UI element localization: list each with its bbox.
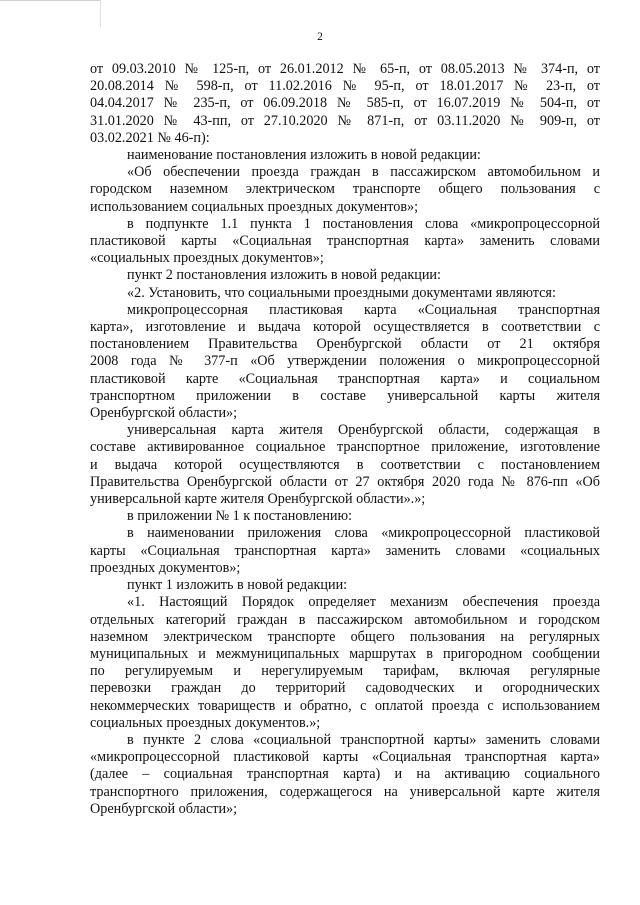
text-line: микропроцессорная пластиковая карта «Социальная транспортная	[127, 301, 600, 318]
text-line: некоммерческих товариществ и обратно, с оплатой проезда с использованием	[90, 697, 600, 714]
text-line: транспортном приложении в составе универсальной карты жителя	[90, 387, 600, 404]
text-line: составе активированное социальное транспортное приложение, изготовление	[90, 439, 600, 456]
text-line: в пункте 2 слова «социальной транспортной карты» заменить словами	[127, 731, 600, 748]
text-line: пункт 2 постановления изложить в новой редакции:	[127, 267, 441, 284]
text-line: 03.02.2021 № 46-п):	[90, 129, 210, 146]
text-line: карта», изготовление и выдача которой осуществляется в соответствии с	[90, 319, 600, 336]
text-line: перевозки граждан до территорий садоводческих и огороднических	[90, 680, 600, 697]
text-line: проездных документов»;	[90, 559, 241, 576]
text-line: социальных проездных документов.»;	[90, 714, 321, 731]
text-line: 04.04.2017 № 235-п, от 06.09.2018 № 585-п, от 16.07.2019 № 504-п, от	[90, 95, 600, 112]
text-line: пластиковой карты «Социальная транспортная карта» заменить словами	[90, 233, 600, 250]
text-line: 2008 года № 377-п «Об утверждении положения о микропроцессорной	[90, 353, 600, 370]
text-line: отдельных категорий граждан в пассажирском автомобильном и городском	[90, 611, 600, 628]
text-line: пластиковой карте «Социальная транспортная карта» и социальном	[90, 370, 600, 387]
text-line: от 09.03.2010 № 125-п, от 26.01.2012 № 65-п, от 08.05.2013 № 374-п, от	[90, 61, 600, 77]
text-line: в наименовании приложения слова «микропроцессорной пластиковой	[127, 525, 600, 542]
scan-corner-mark	[0, 0, 101, 27]
text-line: (далее – социальная транспортная карта) и на активацию социального	[90, 766, 600, 783]
text-line: использованием социальных проездных документов»;	[90, 198, 419, 215]
text-line: карты «Социальная транспортная карта» заменить словами «социальных	[90, 542, 600, 559]
page-number: 2	[317, 31, 323, 43]
text-line: пункт 1 изложить в новой редакции:	[127, 577, 348, 594]
text-line: «микропроцессорной пластиковой карты «Социальная транспортная карта»	[90, 749, 600, 766]
text-line: муниципальных и межмуниципальных маршрутах в пригородном сообщении	[90, 645, 600, 662]
text-line: по регулируемым и нерегулируемым тарифам, включая регулярные	[90, 663, 600, 680]
text-line: постановлением Правительства Оренбургской области от 21 октября	[90, 336, 600, 353]
text-line: Оренбургской области»;	[90, 800, 238, 817]
text-line: «социальных проездных документов»;	[90, 250, 324, 267]
text-line: городском наземном электрическом транспорте общего пользования с	[90, 181, 600, 198]
text-line: «1. Настоящий Порядок определяет механизм обеспечения проезда	[127, 594, 600, 611]
text-line: универсальной карте жителя Оренбургской области».»;	[90, 491, 426, 508]
text-line: наименование постановления изложить в новой редакции:	[127, 147, 481, 164]
text-line: универсальная карта жителя Оренбургской области, содержащая в	[127, 422, 600, 439]
text-line: в приложении № 1 к постановлению:	[127, 508, 353, 525]
text-line: в подпункте 1.1 пункта 1 постановления слова «микропроцессорной	[127, 215, 600, 232]
text-line: Оренбургской области»;	[90, 405, 238, 422]
text-line: «Об обеспечении проезда граждан в пассажирском автомобильном и	[127, 164, 600, 181]
text-line: транспортного приложения, содержащегося на универсальной карте жителя	[90, 783, 600, 800]
document-body	[90, 61, 600, 818]
text-line: 20.08.2014 № 598-п, от 11.02.2016 № 95-п, от 18.01.2017 № 23-п, от	[90, 78, 600, 95]
text-line: наземном электрическом транспорте общего пользования на регулярных	[90, 628, 600, 645]
text-line: и выдача которой осуществляются в соответствии с постановлением	[90, 456, 600, 473]
text-line: Правительства Оренбургской области от 27 октября 2020 года № 876-пп «Об	[90, 473, 600, 490]
text-line: 31.01.2020 № 43-пп, от 27.10.2020 № 871-п, от 03.11.2020 № 909-п, от	[90, 112, 600, 129]
text-line: «2. Установить, что социальными проездными документами являются:	[127, 284, 556, 301]
